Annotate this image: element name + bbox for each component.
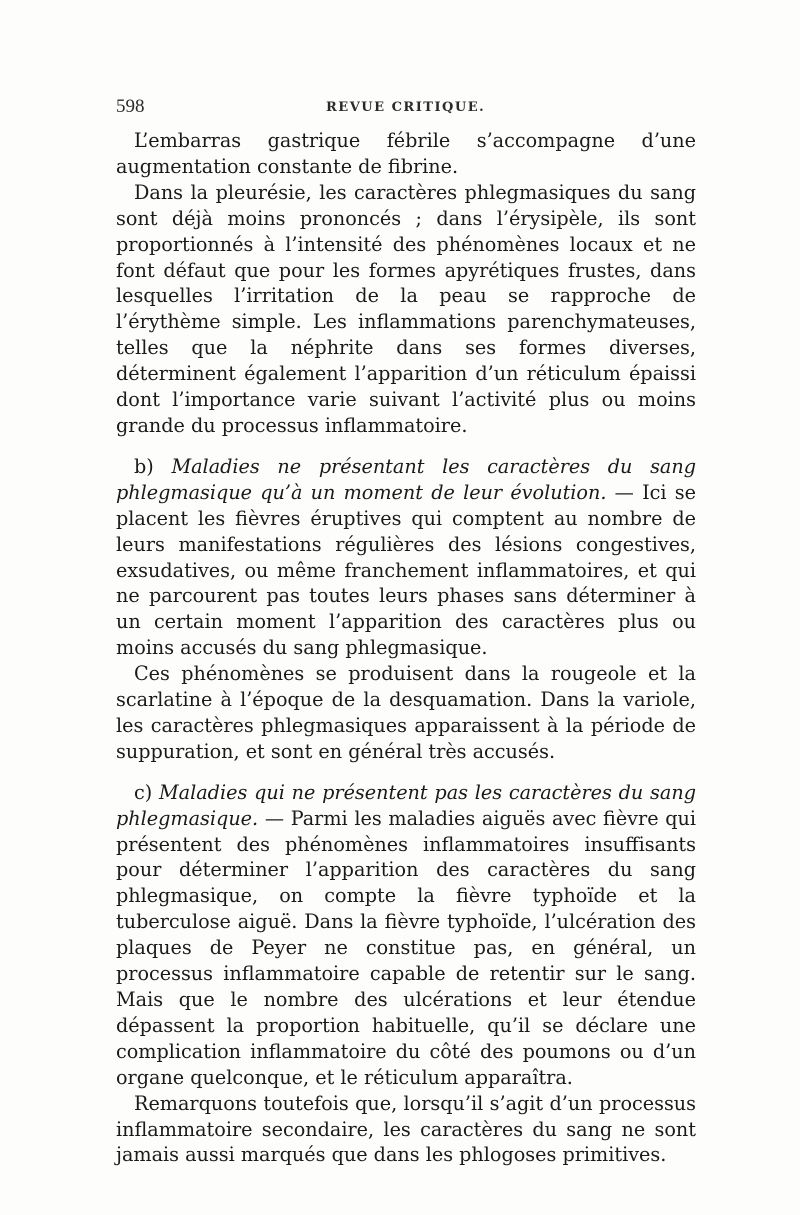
paragraph-text: Ces phénomènes se produisent dans la rougeole et la scarlatine à l’époque de la desquamation. Dans la variole, les caractères phlegmasiques apparaissent à la période de suppuration, et sont en général très accusés. <box>116 662 696 763</box>
paragraph-text: Dans la pleurésie, les caractères phlegmasiques du sang sont déjà moins prononcés ; dans l’érysipèle, ils sont proportionnés à l’intensité des phénomènes locaux et ne font défaut que pour les formes apyrétiques frustes, dans lesquelles l’irritation de la peau se rapproche de l’érythème simple. Les inflammations parenchymateuses, telles que la néphrite dans ses formes diverses, déterminent également l’apparition d’un réticulum épaissi dont l’importance varie suivant l’activité plus ou moins grande du processus inflammatoire. <box>116 180 696 437</box>
running-title: REVUE CRITIQUE. <box>326 100 486 115</box>
paragraph-text: L’embarras gastrique fébrile s’accompagne d’une augmentation constante de fibrine. <box>116 129 696 178</box>
section-b <box>116 454 696 661</box>
paragraph-text: — Parmi les maladies aiguës avec fièvre qui présentent des phénomènes inflammatoires insuffisants pour déterminer l’apparition des caractères du sang phlegmasique, on compte la fièvre typhoïde et la tuberculose aiguë. Dans la fièvre typhoïde, l’ulcération des plaques de Peyer ne constitue pas, en général, un processus inflammatoire capable de retentir sur le sang. Mais que le nombre des ulcérations et leur étendue dépassent la proportion habituelle, qu’il se déclare une complication inflammatoire du côté des poumons ou d’un organe quelconque, et le réticulum apparaîtra. <box>116 806 696 1089</box>
section-label: c) <box>134 780 153 804</box>
paragraph-remarquons <box>116 1091 696 1169</box>
page-header <box>116 96 696 126</box>
section-c <box>116 780 696 1091</box>
paragraph-text: Remarquons toutefois que, lorsqu’il s’agit d’un processus inflammatoire secondaire, les caractères du sang ne sont jamais aussi marqués que dans les phlogoses primitives. <box>116 1091 696 1167</box>
paragraph-embarras <box>116 128 696 180</box>
paragraph-rougeole <box>116 661 696 765</box>
section-heading: Maladies qui ne présentent pas les caractères du sang phlegmasique. <box>116 780 696 830</box>
body-text <box>116 128 696 1168</box>
section-heading: Maladies ne présentant les caractères du sang phlegmasique qu’à un moment de leur évolution. <box>116 454 696 504</box>
section-label: b) <box>134 454 154 478</box>
page-number: 598 <box>116 96 145 117</box>
paragraph-pleuresie <box>116 180 696 439</box>
paragraph-text: — Ici se placent les fièvres éruptives qui comptent au nombre de leurs manifestations régulières des lésions congestives, exsudatives, ou même franchement inflammatoires, et qui ne parcourent pas toutes leurs phases sans déterminer à un certain moment l’apparition des caractères plus ou moins accusés du sang phlegmasique. <box>116 480 696 660</box>
